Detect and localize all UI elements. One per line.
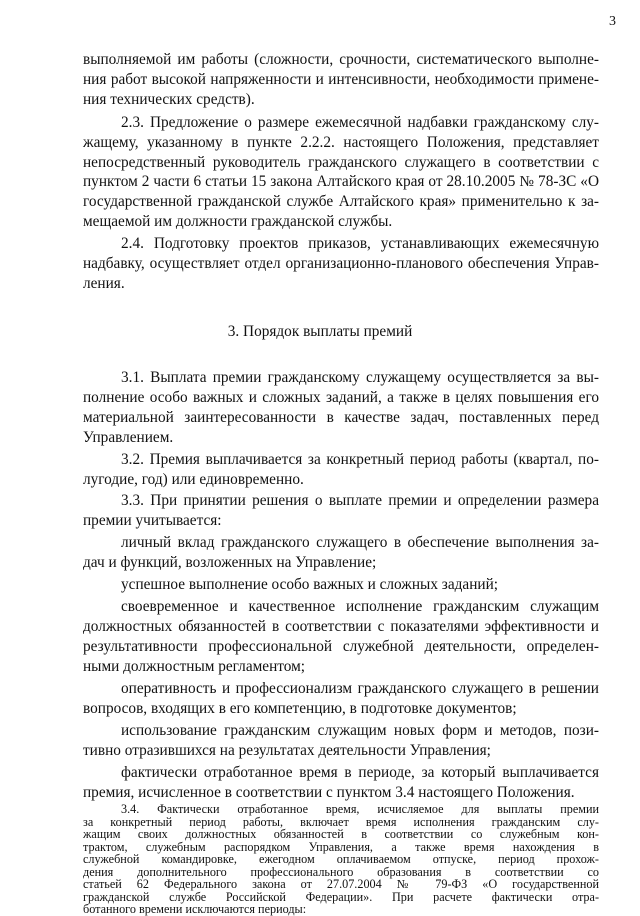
- text-line: за конкретный период работы, включает время исполнения гражданским слу-: [83, 814, 599, 829]
- text-line: результативности профессиональной служебной деятельности, определен-: [83, 638, 599, 655]
- page-number: 3: [609, 14, 616, 29]
- text-line: надбавку, осуществляет отдел организационно-планового обеспечения Управ-: [83, 255, 599, 272]
- text-line: премии учитывается:: [83, 512, 222, 529]
- text-line: 2.3. Предложение о размере ежемесячной надбавки гражданскому слу-: [121, 114, 599, 131]
- text-line: 3.1. Выплата премии гражданскому служащему осуществляется за вы-: [121, 369, 599, 386]
- text-line: тивно отразившихся на результатах деятельности Управления;: [83, 742, 491, 759]
- text-line: статьей 62 Федерального закона от 27.07.2004 № 79-ФЗ «О государственной: [83, 877, 599, 891]
- text-line: премия, исчисленное в соответствии с пунктом 3.4 настоящего Положения.: [83, 784, 575, 801]
- text-line: ными должностным регламентом;: [83, 658, 306, 675]
- text-line: мещаемой им должности гражданской службы.: [83, 213, 393, 230]
- text-line: должностных обязанностей в соответствии с показателями эффективности и: [83, 618, 599, 635]
- text-line: 3.4. Фактически отработанное время, исчисляемое для выплаты премии: [121, 802, 599, 816]
- text-line: гражданской службе Российской Федерации». При расчете фактически отра-: [83, 889, 599, 904]
- text-line: материальной заинтересованности в качестве задач, поставленных перед: [83, 409, 599, 426]
- text-line: оперативность и профессионализм гражданского служащего в решении: [121, 680, 599, 697]
- text-line: ния технических средств).: [83, 91, 255, 108]
- text-line: лугодие, год) или единовременно.: [83, 471, 304, 488]
- text-line: 2.4. Подготовку проектов приказов, устанавливающих ежемесячную: [121, 235, 599, 252]
- text-line: дения дополнительного профессионального образования в соответствии со: [83, 864, 599, 879]
- text-line: ния работ высокой напряженности и интенсивности, необходимости примене-: [83, 71, 599, 88]
- paragraph-3-4: [83, 803, 599, 916]
- text-line: 3.3. При принятии решения о выплате премии и определении размера: [121, 492, 599, 509]
- text-line: жащим своих должностных обязанностей в соответствии со служебным кон-: [83, 827, 599, 841]
- text-line: использование гражданским служащим новых форм и методов, пози-: [121, 722, 599, 739]
- text-line: служебной командировке, ежегодном оплачиваемом отпуске, период прохож-: [83, 852, 599, 866]
- text-line: ления.: [83, 275, 125, 292]
- text-line: непосредственный руководитель гражданского служащего в соответствии с: [83, 154, 599, 171]
- text-line: полнение особо важных и сложных заданий, а также в целях повышения его: [83, 389, 599, 406]
- text-line: успешное выполнение особо важных и сложных заданий;: [121, 576, 499, 593]
- text-line: фактически отработанное время в периоде, за который выплачивается: [121, 764, 599, 781]
- text-line: своевременное и качественное исполнение гражданским служащим: [121, 598, 599, 615]
- text-line: жащему, указанному в пункте 2.2.2. настоящего Положения, представляет: [83, 134, 599, 151]
- text-line: Управлением.: [83, 429, 174, 446]
- text-line: государственной гражданской службе Алтайского края» применительно к за-: [83, 193, 599, 210]
- text-line: дач и функций, возложенных на Управление;: [83, 554, 377, 571]
- text-line: 3.2. Премия выплачивается за конкретный период работы (квартал, по-: [121, 451, 599, 468]
- text-line: выполняемой им работы (сложности, срочности, систематического выполне-: [83, 51, 599, 68]
- section-heading: 3. Порядок выплаты премий: [227, 323, 413, 340]
- text-line: личный вклад гражданского служащего в обеспечение выполнения за-: [121, 534, 599, 551]
- text-line: пунктом 2 части 6 статьи 15 закона Алтайского края от 28.10.2005 № 78-ЗС «О: [83, 173, 599, 190]
- text-line: ботанного времени исключаются периоды:: [83, 902, 307, 916]
- text-line: трактом, служебным распорядком Управления, а также время нахождения в: [83, 839, 599, 854]
- text-line: вопросов, входящих в его компетенцию, в подготовке документов;: [83, 700, 517, 717]
